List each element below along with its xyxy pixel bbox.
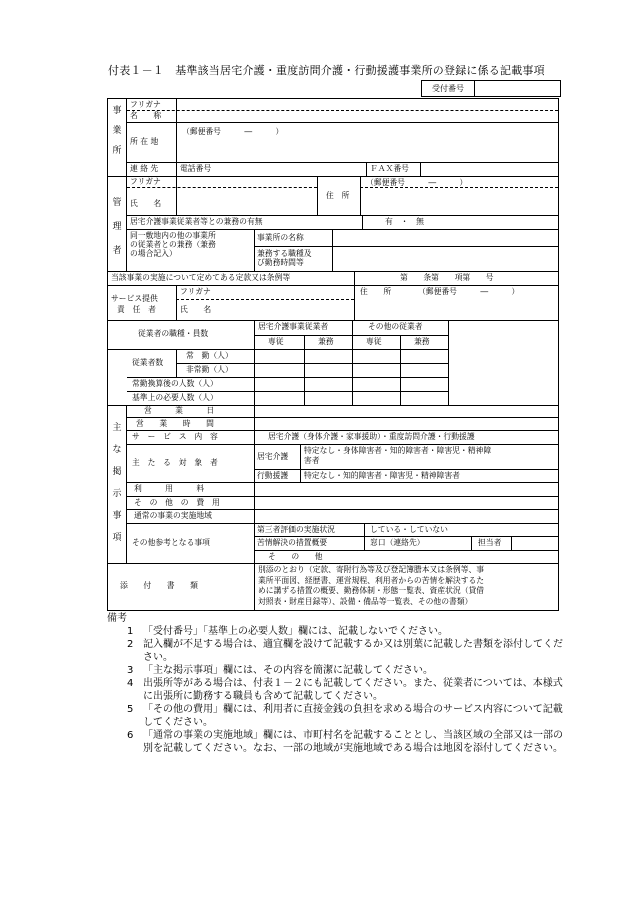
attachments-text: 別添のとおり（定款、寄附行為等及び登記簿謄本又は条例等、事 業所平面図、経歴書、運営規程、利用者からの苦情を解決するた めに講ずる措置の概要、勤務体制・形態一覧表、資産状況（貸借 対照表・財産目録等）、設備・備品等一覧表、その他の書類）: [258, 565, 485, 606]
target-behavior-value: 特定なし・知的障害者・障害児・精神障害者: [304, 471, 460, 480]
office-postal: （郵便番号 ― ）: [182, 127, 284, 136]
col-divider: [511, 536, 512, 550]
complaint-label: 苦情解決の措置概要: [257, 538, 328, 547]
note-item: 6 「通常の事業の実施地域」欄には、市町村名を記載することとし、当該区域の全部又は一部の別を記載してください。なお、一部の地域が実施地域である場合は地図を添付してください。: [127, 730, 563, 754]
third-party-value: している・していない: [370, 525, 448, 534]
col-divider: [420, 162, 421, 176]
row-divider: [127, 187, 317, 188]
col-divider: [354, 285, 355, 320]
row-divider: [127, 110, 558, 111]
col-divider: [471, 536, 472, 550]
col-divider: [176, 349, 177, 377]
office-furigana-label: フリガナ: [130, 100, 161, 109]
col-divider: [360, 176, 361, 215]
regulation-value: 第 条第 項第 号: [400, 273, 494, 282]
col-divider: [254, 563, 255, 610]
service-area-label: 通常の事業の実施地域: [134, 511, 212, 520]
provider-furigana-label: フリガナ: [180, 287, 211, 296]
receipt-number-label: 受付番号: [422, 81, 475, 96]
manager-dual-choice: 有 ・ 無: [385, 217, 424, 226]
staff-header: 従業者の職種・員数: [138, 329, 209, 338]
form-title: 付表１－１ 基準該当居宅介護・重度訪問介護・行動援護事業所の登録に係る記載事項: [108, 64, 545, 77]
note-item: 4 出張所等がある場合は、付表１－２にも記載してください。また、従業者については、本様式に出張所に勤務する職員も含めて記載してください。: [127, 678, 563, 702]
staff-dual-home: 兼務: [318, 337, 334, 346]
manager-name-label: 氏 名: [130, 199, 162, 208]
note-item: 1 「受付番号」「基準上の必要人数」欄には、記載しないでください。: [127, 626, 448, 637]
row-divider: [127, 523, 558, 524]
col-divider: [126, 405, 127, 563]
row-divider: [108, 349, 448, 350]
staff-part-label: 非常勤（人）: [186, 365, 233, 374]
office-phone-label: 電話番号: [180, 164, 212, 173]
target-behavior-label: 行動援護: [257, 471, 289, 480]
staff-required-label: 基準上の必要人数（人）: [132, 393, 218, 402]
row-divider: [127, 229, 558, 230]
provider-postal: （郵便番号 ― ）: [418, 287, 520, 296]
note-item: 2 記入欄が不足する場合は、適宜欄を設けて記載するか又は別葉に記載した書類を添付してください。: [127, 639, 563, 663]
business-hours-label: 営 業 時 間: [136, 419, 214, 428]
col-divider: [254, 320, 255, 405]
section-divider: [108, 320, 558, 321]
row-divider: [127, 215, 558, 216]
col-divider: [176, 99, 177, 176]
registration-form-table: [107, 98, 559, 611]
col-divider: [364, 523, 365, 550]
row-divider: [127, 417, 558, 418]
regulation-label: 当該事業の実施について定めてある定款又は条例等: [111, 273, 291, 282]
manager-address-label: 住 所: [326, 191, 350, 200]
section-label-office: 事 業 所: [112, 106, 122, 156]
row-divider: [127, 496, 558, 497]
service-content-label: サ ー ビ ス 内 容: [132, 432, 218, 441]
staff-dual-other: 兼務: [414, 337, 430, 346]
staff-fte-label: 常勤換算後の人数（人）: [132, 379, 218, 388]
col-divider: [362, 215, 363, 229]
office-address-label: 所 在 地: [130, 137, 159, 146]
provider-address-label: 住 所: [360, 287, 392, 296]
row-divider: [127, 482, 558, 483]
col-divider: [400, 335, 401, 405]
col-divider: [332, 229, 333, 271]
col-divider: [176, 176, 177, 215]
receipt-number-box: [421, 80, 561, 97]
office-contact-label: 連 絡 先: [130, 164, 159, 173]
office-fax-label: ＦＡＸ番号: [370, 164, 409, 173]
provider-name-label: 氏 名: [180, 305, 212, 314]
row-divider: [254, 536, 558, 537]
business-days-label: 営 業 日: [144, 406, 215, 415]
notes-heading: 備考: [107, 613, 127, 624]
col-divider: [352, 320, 353, 405]
staff-col-other: その他の従業者: [368, 322, 423, 331]
col-divider: [126, 99, 127, 271]
staff-col-home: 居宅介護事業従業者: [258, 322, 329, 331]
manager-furigana-label: フリガナ: [130, 177, 161, 186]
row-divider: [127, 444, 558, 445]
manager-postal: （郵便番号 ― ）: [366, 178, 468, 187]
notes-section: [107, 612, 567, 755]
fee-label: 利 用 料: [134, 484, 205, 493]
others-label: そ の 他: [268, 552, 323, 561]
col-divider: [366, 162, 367, 176]
row-divider: [127, 122, 558, 123]
section-divider: [108, 563, 558, 564]
office-name-label: 名 称: [130, 111, 162, 120]
col-divider: [448, 320, 449, 405]
manager-dual-role-label: 居宅介護事業従業者等との兼務の有無: [130, 217, 263, 226]
staff-regular-label: 常 勤（人）: [186, 351, 233, 360]
row-divider: [176, 299, 354, 300]
person-in-charge-label: 担当者: [478, 538, 502, 547]
row-divider: [254, 246, 558, 247]
staff-full-other: 専従: [366, 337, 382, 346]
section-label-manager: 管 理 者: [112, 198, 122, 256]
col-divider: [176, 285, 177, 320]
target-home-label: 居宅介護: [257, 452, 289, 461]
row-divider: [176, 363, 448, 364]
col-divider: [254, 229, 255, 271]
service-content-value: 居宅介護（身体介護・家事援助）・重度訪問介護・行動援護: [268, 432, 475, 441]
complaint-window: 窓口（連絡先）: [370, 538, 425, 547]
other-reference-label: その他参考となる事項: [132, 538, 210, 547]
section-divider: [108, 271, 558, 272]
col-divider: [300, 444, 301, 482]
row-divider: [254, 550, 558, 551]
note-item: 3 「主な掲示事項」欄には、その内容を簡潔に記載してください。: [127, 665, 433, 676]
provider-label: サービス提供 責 任 者: [111, 294, 158, 314]
staff-count-label: 従業者数: [132, 358, 164, 367]
row-divider: [127, 162, 558, 163]
manager-other-dual-label: 同一敷地内の他の事業所 の従業者との兼務（兼務 の場合記入）: [130, 231, 216, 258]
section-label-notice: 主 な 掲 示 事 項: [112, 423, 122, 543]
col-divider: [317, 176, 318, 215]
attachments-label: 添 付 書 類: [120, 581, 198, 590]
third-party-label: 第三者評価の実施状況: [257, 525, 335, 534]
manager-dual-job-label: 兼務する職種及 び勤務時間等: [257, 249, 312, 267]
manager-office-name-label: 事業所の名称: [257, 233, 304, 242]
other-fee-label: そ の 他 の 費 用: [134, 498, 220, 507]
row-divider: [254, 335, 448, 336]
col-divider: [304, 335, 305, 405]
target-home-value: 特定なし・身体障害者・知的障害者・障害児・精神障 害者: [304, 446, 492, 465]
col-divider: [254, 405, 255, 563]
staff-full-home: 専従: [268, 337, 284, 346]
col-divider: [354, 271, 355, 285]
note-item: 5 「その他の費用」欄には、利用者に直接金銭の負担を求める場合のサービス内容について記載してください。: [127, 704, 563, 728]
row-divider: [127, 509, 558, 510]
target-users-label: 主 た る 対 象 者: [132, 458, 218, 467]
row-divider: [127, 430, 558, 431]
